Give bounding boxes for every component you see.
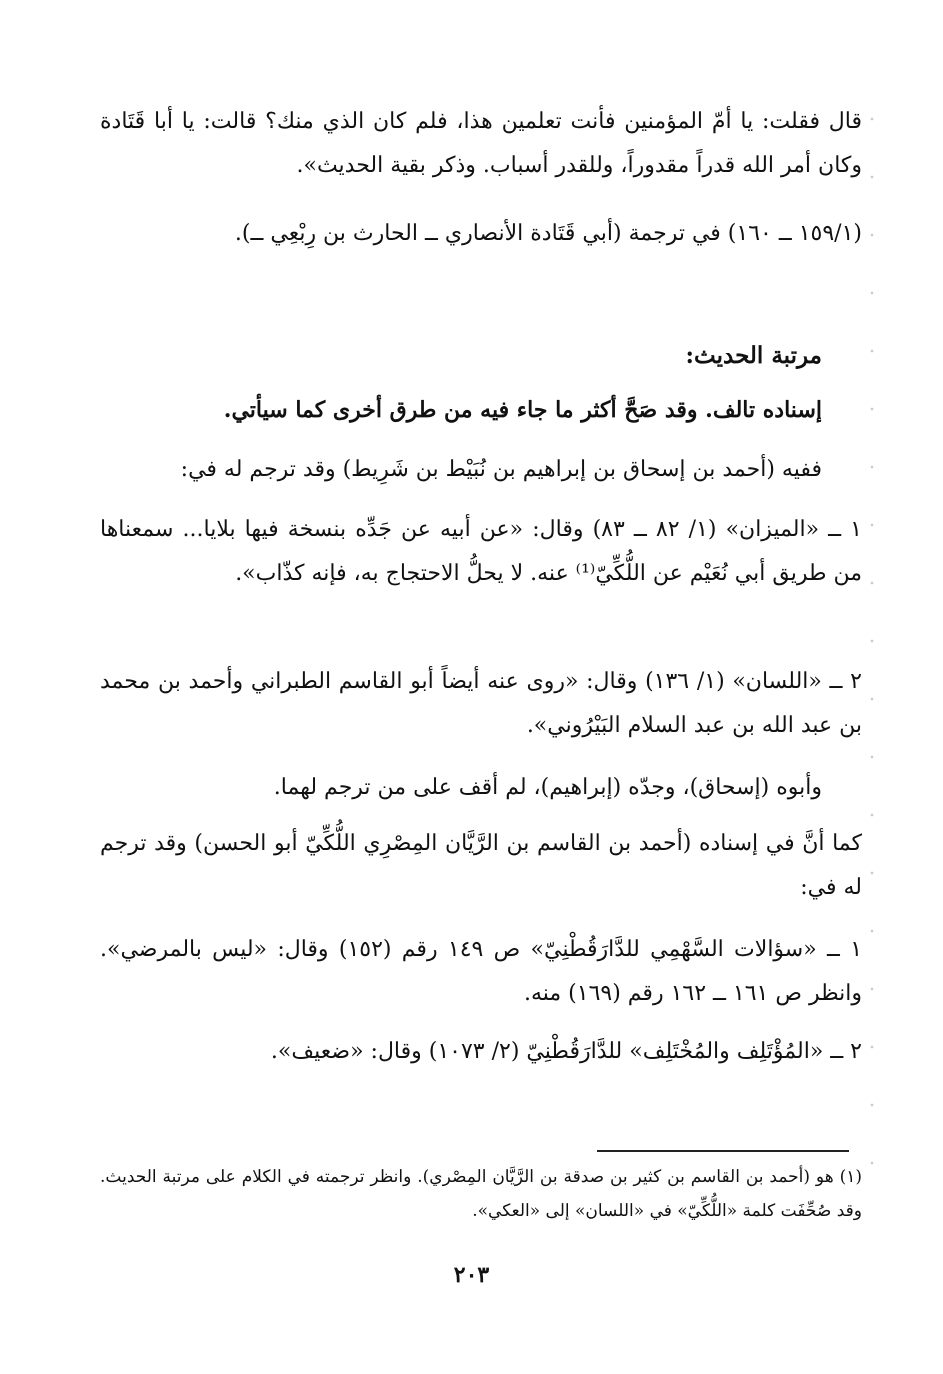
paragraph-isnad-ruling: إسناده تالف. وقد صَحَّ أكثر ما جاء فيه من طرق أخرى كما سيأتي. — [223, 397, 822, 423]
page-number: ٢٠٣ — [453, 1262, 490, 1288]
paragraph-lisan-citation: ٢ ــ «اللسان» (١/ ١٣٦) وقال: «روى عنه أيضاً أبو القاسم الطبراني وأحمد بن محمد بن عبد الله بن عبد السلام البَيْرُوني». — [100, 669, 862, 738]
footnote-1: (١) هو (أحمد بن القاسم بن كثير بن صدقة بن الرَّيَّان المِصْري). وانظر ترجمته في الكلام على مرتبة الحديث. وقد صُحِّفَت كلمة «اللُّكِّيّ» في «اللسان» إلى «العكي». — [100, 1167, 862, 1221]
paragraph-narrator-intro: ففيه (أحمد بن إسحاق بن إبراهيم بن نُبَيْط بن شَرِيط) وقد ترجم له في: — [180, 457, 822, 482]
paragraph-sahmi-citation: ١ ــ «سؤالات السَّهْمِي للدَّارَقُطْنِيّ» ص ١٤٩ رقم (١٥٢) وقال: «ليس بالمرضي». وانظر ص ١٦١ ــ ١٦٢ رقم (١٦٩) منه. — [100, 937, 863, 1006]
paragraph-story-ending: قال فقلت: يا أمّ المؤمنين فأنت تعلمين هذا، فلم كان الذي منك؟ قالت: يا أبا قَتَادة وكان أمر الله قدراً مقدوراً، وللقدر أسباب. وذكر بقية الحديث». — [100, 109, 862, 178]
section-heading: مرتبة الحديث: — [685, 342, 822, 369]
scan-edge-dots — [870, 90, 874, 1170]
paragraph-mutalif-citation: ٢ ــ «المُؤْتَلِف والمُخْتَلِف» للدَّارَقُطْنِيّ (٢/ ١٠٧٣) وقال: «ضعيف». — [270, 1039, 862, 1064]
paragraph-translation-ref: (١٥٩/١ ــ ١٦٠) في ترجمة (أبي قَتَادة الأنصاري ــ الحارث بن رِبْعِي ــ). — [234, 221, 862, 246]
footnote-divider — [597, 1150, 849, 1152]
paragraph-second-narrator: كما أنَّ في إسناده (أحمد بن القاسم بن الرَّيَّان المِصْرِي اللُّكِّيّ أبو الحسن) وقد ترجم له في: — [100, 831, 862, 900]
paragraph-father-grandfather: وأبوه (إسحاق)، وجدّه (إبراهيم)، لم أقف على من ترجم لهما. — [273, 775, 822, 800]
paragraph-mizan-citation: ١ ــ «الميزان» (١/ ٨٢ ــ ٨٣) وقال: «عن أبيه عن جَدِّه بنسخة فيها بلايا... سمعناها من طريق أبي نُعَيْم عن اللُّكِّيّ⁽¹⁾ عنه. لا يحلُّ الاحتجاج به، فإنه كذّاب». — [100, 517, 862, 586]
